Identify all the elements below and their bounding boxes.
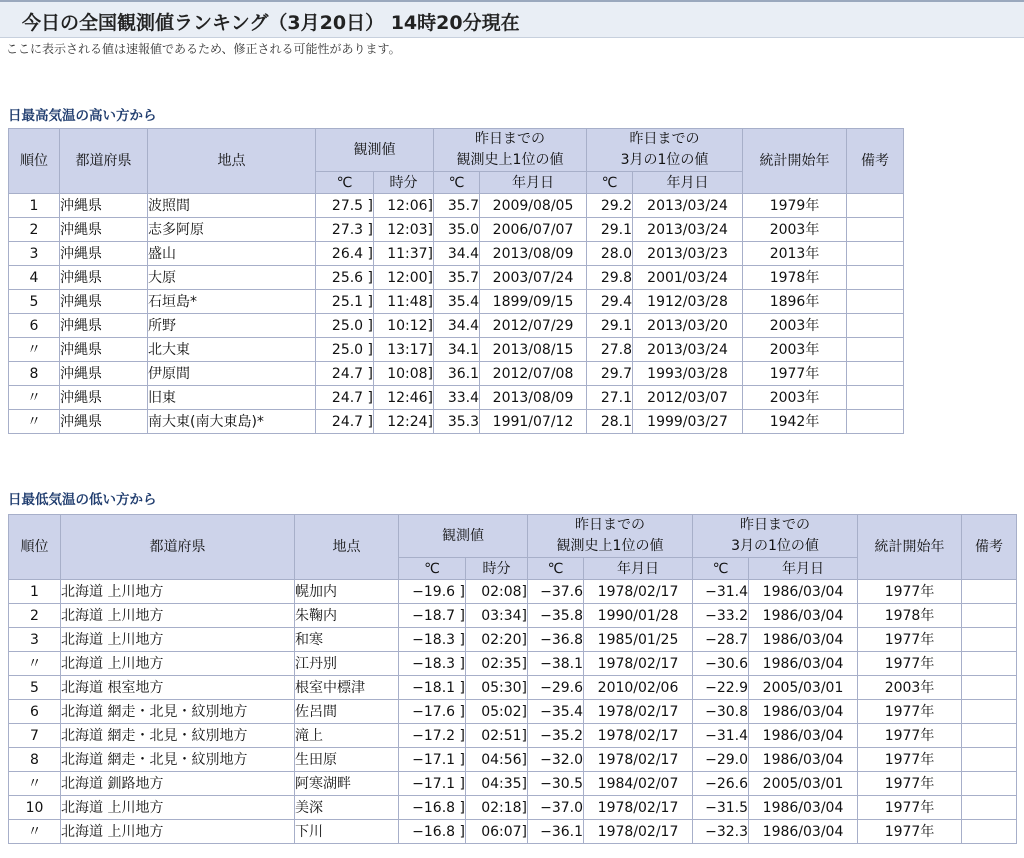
record-date-cell: 2012/07/29: [480, 314, 587, 338]
header-remarks: 備考: [847, 129, 904, 194]
observed-value-cell: 27.3 ]: [316, 218, 374, 242]
rank-cell: 3: [9, 628, 61, 652]
table-row: [9, 820, 1017, 844]
remarks-cell: [962, 580, 1017, 604]
station-cell: 伊原間: [148, 362, 316, 386]
table-row: [9, 194, 904, 218]
prefecture-cell: 北海道 根室地方: [61, 676, 295, 700]
remarks-cell: [847, 194, 904, 218]
march-value-cell: −31.4: [693, 580, 749, 604]
station-cell: 滝上: [295, 724, 399, 748]
record-date-cell: 1985/01/25: [584, 628, 693, 652]
remarks-cell: [847, 218, 904, 242]
observed-value-cell: −18.7 ]: [399, 604, 466, 628]
observed-time-cell: 05:30]: [466, 676, 528, 700]
high-temp-table: [8, 128, 904, 434]
table-row: [9, 338, 904, 362]
rank-cell: 6: [9, 700, 61, 724]
station-cell: 志多阿原: [148, 218, 316, 242]
station-cell: 下川: [295, 820, 399, 844]
station-cell: 江丹別: [295, 652, 399, 676]
march-date-cell: 1986/03/04: [749, 580, 858, 604]
record-date-cell: 1899/09/15: [480, 290, 587, 314]
record-value-cell: 36.1: [434, 362, 480, 386]
remarks-cell: [847, 314, 904, 338]
march-value-cell: 29.4: [587, 290, 633, 314]
start-year-cell: 1978年: [743, 266, 847, 290]
header-station: 地点: [295, 515, 399, 580]
record-value-cell: 35.0: [434, 218, 480, 242]
march-value-cell: −29.0: [693, 748, 749, 772]
start-year-cell: 1978年: [858, 604, 962, 628]
station-cell: 朱鞠内: [295, 604, 399, 628]
march-value-cell: −33.2: [693, 604, 749, 628]
start-year-cell: 1977年: [858, 580, 962, 604]
record-date-cell: 1978/02/17: [584, 724, 693, 748]
observed-time-cell: 12:00]: [374, 266, 434, 290]
table-row: [9, 796, 1017, 820]
record-value-cell: 35.4: [434, 290, 480, 314]
remarks-cell: [962, 820, 1017, 844]
header-station: 地点: [148, 129, 316, 194]
prefecture-cell: 沖縄県: [60, 362, 148, 386]
march-value-cell: −26.6: [693, 772, 749, 796]
march-value-cell: −31.4: [693, 724, 749, 748]
rank-cell: 5: [9, 290, 60, 314]
prefecture-cell: 沖縄県: [60, 242, 148, 266]
start-year-cell: 2003年: [858, 676, 962, 700]
record-date-cell: 1978/02/17: [584, 652, 693, 676]
start-year-cell: 1977年: [858, 652, 962, 676]
header-prefecture: 都道府県: [60, 129, 148, 194]
remarks-cell: [962, 652, 1017, 676]
march-value-cell: −22.9: [693, 676, 749, 700]
table-row: [9, 266, 904, 290]
station-cell: 美深: [295, 796, 399, 820]
disclaimer-note: ここに表示される値は速報値であるため、修正される可能性があります。: [6, 42, 401, 56]
record-date-cell: 1978/02/17: [584, 820, 693, 844]
table-row: [9, 410, 904, 434]
header-record: 昨日までの 観測史上1位の値: [434, 129, 587, 172]
observed-value-cell: 24.7 ]: [316, 410, 374, 434]
table-row: [9, 748, 1017, 772]
start-year-cell: 1977年: [858, 820, 962, 844]
observed-value-cell: −17.1 ]: [399, 772, 466, 796]
station-cell: 旧東: [148, 386, 316, 410]
record-value-cell: −38.1: [528, 652, 584, 676]
rank-cell: 〃: [9, 338, 60, 362]
start-year-cell: 2003年: [743, 386, 847, 410]
record-value-cell: −35.2: [528, 724, 584, 748]
rank-cell: 1: [9, 194, 60, 218]
rank-cell: 2: [9, 604, 61, 628]
prefecture-cell: 沖縄県: [60, 338, 148, 362]
observed-value-cell: −18.1 ]: [399, 676, 466, 700]
observed-time-cell: 11:37]: [374, 242, 434, 266]
table-row: [9, 314, 904, 338]
observed-value-cell: −18.3 ]: [399, 652, 466, 676]
record-value-cell: 34.4: [434, 242, 480, 266]
header-rec-date: 年月日: [584, 558, 693, 580]
record-date-cell: 1978/02/17: [584, 580, 693, 604]
observed-time-cell: 02:51]: [466, 724, 528, 748]
observed-time-cell: 06:07]: [466, 820, 528, 844]
observed-time-cell: 03:34]: [466, 604, 528, 628]
rank-cell: 〃: [9, 820, 61, 844]
table-row: [9, 604, 1017, 628]
remarks-cell: [962, 604, 1017, 628]
start-year-cell: 1977年: [858, 772, 962, 796]
observed-value-cell: 25.0 ]: [316, 314, 374, 338]
header-mar-date: 年月日: [633, 172, 743, 194]
prefecture-cell: 北海道 上川地方: [61, 580, 295, 604]
rank-cell: 1: [9, 580, 61, 604]
station-cell: 幌加内: [295, 580, 399, 604]
observed-value-cell: −17.1 ]: [399, 748, 466, 772]
record-date-cell: 2003/07/24: [480, 266, 587, 290]
record-value-cell: −36.1: [528, 820, 584, 844]
observed-time-cell: 13:17]: [374, 338, 434, 362]
station-cell: 生田原: [295, 748, 399, 772]
march-date-cell: 1986/03/04: [749, 796, 858, 820]
record-value-cell: 35.7: [434, 266, 480, 290]
record-value-cell: 35.3: [434, 410, 480, 434]
record-date-cell: 2006/07/07: [480, 218, 587, 242]
observed-time-cell: 12:46]: [374, 386, 434, 410]
march-date-cell: 1993/03/28: [633, 362, 743, 386]
record-value-cell: −30.5: [528, 772, 584, 796]
record-value-cell: 34.1: [434, 338, 480, 362]
rank-cell: 3: [9, 242, 60, 266]
observed-time-cell: 04:56]: [466, 748, 528, 772]
record-value-cell: −29.6: [528, 676, 584, 700]
header-march-record: 昨日までの 3月の1位の値: [693, 515, 858, 558]
station-cell: 和寒: [295, 628, 399, 652]
table-row: [9, 772, 1017, 796]
march-value-cell: −32.3: [693, 820, 749, 844]
header-observed: 観測値: [316, 129, 434, 172]
start-year-cell: 1896年: [743, 290, 847, 314]
prefecture-cell: 北海道 上川地方: [61, 796, 295, 820]
record-date-cell: 1978/02/17: [584, 796, 693, 820]
march-date-cell: 2013/03/20: [633, 314, 743, 338]
record-value-cell: 34.4: [434, 314, 480, 338]
march-value-cell: 29.7: [587, 362, 633, 386]
record-date-cell: 1990/01/28: [584, 604, 693, 628]
march-value-cell: 29.8: [587, 266, 633, 290]
start-year-cell: 1942年: [743, 410, 847, 434]
start-year-cell: 2003年: [743, 338, 847, 362]
low-section-title: 日最低気温の低い方から: [8, 492, 157, 508]
station-cell: 盛山: [148, 242, 316, 266]
start-year-cell: 1977年: [858, 796, 962, 820]
station-cell: 波照間: [148, 194, 316, 218]
march-date-cell: 1986/03/04: [749, 604, 858, 628]
observed-time-cell: 10:12]: [374, 314, 434, 338]
march-date-cell: 2013/03/24: [633, 194, 743, 218]
observed-value-cell: 26.4 ]: [316, 242, 374, 266]
station-cell: 南大東(南大東島)*: [148, 410, 316, 434]
table-row: [9, 290, 904, 314]
start-year-cell: 1977年: [858, 748, 962, 772]
header-start-year: 統計開始年: [858, 515, 962, 580]
march-date-cell: 1912/03/28: [633, 290, 743, 314]
remarks-cell: [962, 628, 1017, 652]
remarks-cell: [847, 386, 904, 410]
table-row: [9, 218, 904, 242]
rank-cell: 10: [9, 796, 61, 820]
march-date-cell: 2005/03/01: [749, 772, 858, 796]
prefecture-cell: 沖縄県: [60, 266, 148, 290]
header-obs-deg: ℃: [316, 172, 374, 194]
prefecture-cell: 北海道 上川地方: [61, 628, 295, 652]
table-row: [9, 628, 1017, 652]
header-march-record: 昨日までの 3月の1位の値: [587, 129, 743, 172]
observed-time-cell: 02:08]: [466, 580, 528, 604]
station-cell: 阿寒湖畔: [295, 772, 399, 796]
low-temp-table: [8, 514, 1017, 844]
high-section-title: 日最高気温の高い方から: [8, 108, 157, 124]
header-rank: 順位: [9, 129, 60, 194]
header-observed: 観測値: [399, 515, 528, 558]
rank-cell: 8: [9, 748, 61, 772]
station-cell: 大原: [148, 266, 316, 290]
station-cell: 石垣島*: [148, 290, 316, 314]
march-date-cell: 1986/03/04: [749, 748, 858, 772]
station-cell: 根室中標津: [295, 676, 399, 700]
record-date-cell: 2012/07/08: [480, 362, 587, 386]
record-date-cell: 2013/08/09: [480, 386, 587, 410]
record-value-cell: 35.7: [434, 194, 480, 218]
prefecture-cell: 沖縄県: [60, 314, 148, 338]
observed-value-cell: −18.3 ]: [399, 628, 466, 652]
march-value-cell: 27.1: [587, 386, 633, 410]
start-year-cell: 1977年: [858, 628, 962, 652]
header-obs-time: 時分: [466, 558, 528, 580]
start-year-cell: 2003年: [743, 314, 847, 338]
march-value-cell: −30.8: [693, 700, 749, 724]
prefecture-cell: 沖縄県: [60, 194, 148, 218]
observed-value-cell: −17.2 ]: [399, 724, 466, 748]
observed-value-cell: −16.8 ]: [399, 796, 466, 820]
record-date-cell: 2009/08/05: [480, 194, 587, 218]
record-value-cell: −37.6: [528, 580, 584, 604]
observed-value-cell: −17.6 ]: [399, 700, 466, 724]
station-cell: 北大東: [148, 338, 316, 362]
page-title: 今日の全国観測値ランキング（3月20日） 14時20分現在: [22, 12, 520, 34]
march-value-cell: −28.7: [693, 628, 749, 652]
record-value-cell: 33.4: [434, 386, 480, 410]
observed-value-cell: 25.0 ]: [316, 338, 374, 362]
record-value-cell: −32.0: [528, 748, 584, 772]
title-bar: [0, 0, 1024, 38]
prefecture-cell: 北海道 上川地方: [61, 652, 295, 676]
rank-cell: 4: [9, 266, 60, 290]
header-start-year: 統計開始年: [743, 129, 847, 194]
record-date-cell: 2013/08/09: [480, 242, 587, 266]
prefecture-cell: 北海道 網走・北見・紋別地方: [61, 724, 295, 748]
march-value-cell: 27.8: [587, 338, 633, 362]
remarks-cell: [847, 410, 904, 434]
header-mar-date: 年月日: [749, 558, 858, 580]
start-year-cell: 2013年: [743, 242, 847, 266]
march-value-cell: −30.6: [693, 652, 749, 676]
header-mar-deg: ℃: [587, 172, 633, 194]
march-date-cell: 2013/03/24: [633, 218, 743, 242]
observed-value-cell: 24.7 ]: [316, 386, 374, 410]
observed-time-cell: 04:35]: [466, 772, 528, 796]
rank-cell: 〃: [9, 772, 61, 796]
march-date-cell: 2012/03/07: [633, 386, 743, 410]
march-date-cell: 1999/03/27: [633, 410, 743, 434]
observed-time-cell: 12:03]: [374, 218, 434, 242]
observed-value-cell: −19.6 ]: [399, 580, 466, 604]
observed-time-cell: 02:18]: [466, 796, 528, 820]
observed-time-cell: 11:48]: [374, 290, 434, 314]
table-row: [9, 386, 904, 410]
march-date-cell: 1986/03/04: [749, 628, 858, 652]
header-obs-deg: ℃: [399, 558, 466, 580]
rank-cell: 5: [9, 676, 61, 700]
rank-cell: 〃: [9, 410, 60, 434]
table-row: [9, 700, 1017, 724]
rank-cell: 〃: [9, 652, 61, 676]
header-rec-date: 年月日: [480, 172, 587, 194]
prefecture-cell: 北海道 網走・北見・紋別地方: [61, 700, 295, 724]
observed-value-cell: 24.7 ]: [316, 362, 374, 386]
table-row: [9, 362, 904, 386]
rank-cell: 8: [9, 362, 60, 386]
header-rec-deg: ℃: [434, 172, 480, 194]
observed-value-cell: 27.5 ]: [316, 194, 374, 218]
prefecture-cell: 沖縄県: [60, 218, 148, 242]
march-date-cell: 2005/03/01: [749, 676, 858, 700]
remarks-cell: [847, 242, 904, 266]
prefecture-cell: 沖縄県: [60, 290, 148, 314]
remarks-cell: [962, 772, 1017, 796]
record-value-cell: −35.4: [528, 700, 584, 724]
observed-time-cell: 10:08]: [374, 362, 434, 386]
table-row: [9, 724, 1017, 748]
record-date-cell: 1991/07/12: [480, 410, 587, 434]
table-row: [9, 580, 1017, 604]
march-date-cell: 1986/03/04: [749, 820, 858, 844]
remarks-cell: [847, 362, 904, 386]
march-value-cell: 29.1: [587, 314, 633, 338]
march-value-cell: 28.0: [587, 242, 633, 266]
prefecture-cell: 北海道 網走・北見・紋別地方: [61, 748, 295, 772]
record-value-cell: −37.0: [528, 796, 584, 820]
header-rank: 順位: [9, 515, 61, 580]
start-year-cell: 1977年: [858, 700, 962, 724]
march-value-cell: 29.1: [587, 218, 633, 242]
remarks-cell: [847, 338, 904, 362]
remarks-cell: [962, 748, 1017, 772]
march-date-cell: 2013/03/24: [633, 338, 743, 362]
station-cell: 所野: [148, 314, 316, 338]
record-date-cell: 2010/02/06: [584, 676, 693, 700]
observed-time-cell: 12:06]: [374, 194, 434, 218]
header-mar-deg: ℃: [693, 558, 749, 580]
header-rec-deg: ℃: [528, 558, 584, 580]
observed-value-cell: 25.1 ]: [316, 290, 374, 314]
observed-time-cell: 12:24]: [374, 410, 434, 434]
station-cell: 佐呂間: [295, 700, 399, 724]
remarks-cell: [847, 266, 904, 290]
march-value-cell: −31.5: [693, 796, 749, 820]
record-date-cell: 1984/02/07: [584, 772, 693, 796]
rank-cell: 〃: [9, 386, 60, 410]
rank-cell: 6: [9, 314, 60, 338]
observed-time-cell: 02:20]: [466, 628, 528, 652]
remarks-cell: [962, 700, 1017, 724]
record-date-cell: 1978/02/17: [584, 700, 693, 724]
observed-value-cell: −16.8 ]: [399, 820, 466, 844]
prefecture-cell: 沖縄県: [60, 386, 148, 410]
march-date-cell: 1986/03/04: [749, 724, 858, 748]
march-date-cell: 2013/03/23: [633, 242, 743, 266]
march-date-cell: 2001/03/24: [633, 266, 743, 290]
header-prefecture: 都道府県: [61, 515, 295, 580]
record-date-cell: 2013/08/15: [480, 338, 587, 362]
record-date-cell: 1978/02/17: [584, 748, 693, 772]
table-row: [9, 652, 1017, 676]
start-year-cell: 1977年: [743, 362, 847, 386]
start-year-cell: 1979年: [743, 194, 847, 218]
record-value-cell: −36.8: [528, 628, 584, 652]
march-value-cell: 29.2: [587, 194, 633, 218]
remarks-cell: [962, 676, 1017, 700]
start-year-cell: 1977年: [858, 724, 962, 748]
march-date-cell: 1986/03/04: [749, 700, 858, 724]
remarks-cell: [962, 724, 1017, 748]
remarks-cell: [847, 290, 904, 314]
observed-time-cell: 02:35]: [466, 652, 528, 676]
table-row: [9, 242, 904, 266]
rank-cell: 7: [9, 724, 61, 748]
record-value-cell: −35.8: [528, 604, 584, 628]
header-obs-time: 時分: [374, 172, 434, 194]
prefecture-cell: 北海道 上川地方: [61, 604, 295, 628]
march-date-cell: 1986/03/04: [749, 652, 858, 676]
remarks-cell: [962, 796, 1017, 820]
observed-time-cell: 05:02]: [466, 700, 528, 724]
observed-value-cell: 25.6 ]: [316, 266, 374, 290]
rank-cell: 2: [9, 218, 60, 242]
prefecture-cell: 沖縄県: [60, 410, 148, 434]
header-record: 昨日までの 観測史上1位の値: [528, 515, 693, 558]
start-year-cell: 2003年: [743, 218, 847, 242]
header-remarks: 備考: [962, 515, 1017, 580]
march-value-cell: 28.1: [587, 410, 633, 434]
prefecture-cell: 北海道 上川地方: [61, 820, 295, 844]
prefecture-cell: 北海道 釧路地方: [61, 772, 295, 796]
table-row: [9, 676, 1017, 700]
